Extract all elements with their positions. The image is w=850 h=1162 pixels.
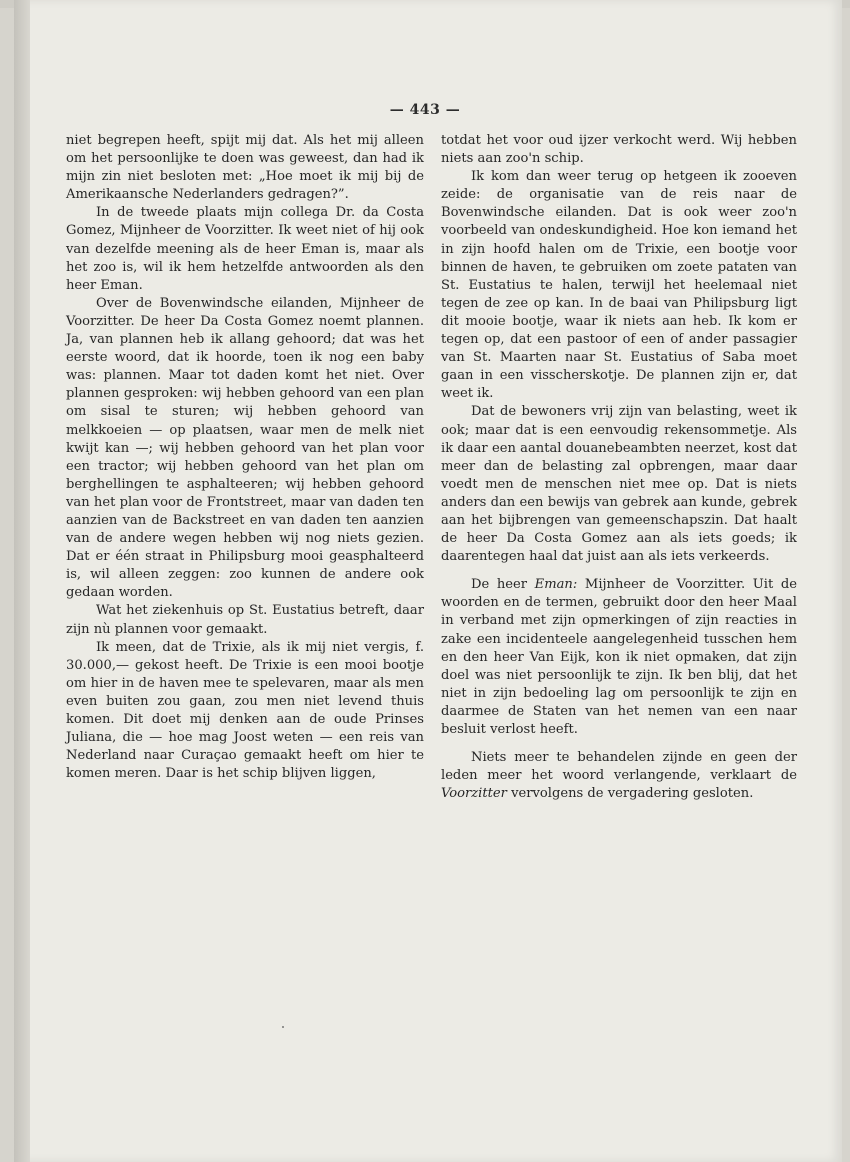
left-paragraph-1: niet begrepen heeft, spijt mij dat. Als het mij alleen om het persoonlijke te doen was geweest, dan had ik mijn zin niet besloten met: „Hoe moet ik mij bij de Amerikaansche Nederlanders gedragen?”. <box>66 133 424 203</box>
eman-paragraph <box>441 576 797 739</box>
left-paragraph-2: In de tweede plaats mijn collega Dr. da Costa Gomez, Mijnheer de Voorzitter. Ik weet niet of hij ook van dezelfde meening als de heer Eman is, maar als het zoo is, wil ik hem hetzelfde antwoorden als den heer Eman. <box>66 205 424 293</box>
closing-paragraph <box>441 749 797 803</box>
eman-speaker: Eman: <box>534 577 578 593</box>
right-paragraph-2: Ik kom dan weer terug op hetgeen ik zooeven zeide: de organisatie van de reis naar de Bovenwindsche eilanden. Dat is ook weer zoo'n voorbeeld van ondeskundigheid. Hoe kon iemand het in zijn hoofd halen om de Trixie, een bootje voor binnen de haven, te gebruiken om zoete pataten van St. Eustatius te halen, terwijl het heelemaal niet tegen de zee op kan. In de baai van Philipsburg ligt dit mooie bootje, waar ik niets aan heb. Ik kom er tegen op, dat een pastoor of een of ander passagier van St. Maarten naar St. Eustatius of Saba moet gaan in een visscherskotje. De plannen zijn er, dat weet ik. <box>441 169 797 402</box>
left-paragraph-3: Over de Bovenwindsche eilanden, Mijnheer de Voorzitter. De heer Da Costa Gomez noemt plannen. Ja, van plannen heb ik allang gehoord; dat was het eerste woord, dat ik hoorde, toen ik nog een baby was: plannen. Maar tot daden komt het niet. Over plannen gesproken: wij hebben gehoord van een plan om sisal te sturen; wij hebben gehoord van melkkoeien — op plaatsen, waar men de melk niet kwijt kan —; wij hebben gehoord van het plan voor een tractor; wij hebben gehoord van het plan om berghellingen te asphalteeren; wij hebben gehoord van het plan voor de Frontstreet, maar van daden ten aanzien van de Backstreet en van daden ten aanzien van de andere wegen hebben wij nog niets gezien. Dat er één straat in Philipsburg mooi geasphalteerd is, wil alleen zeggen: zoo kunnen de andere ook gedaan worden. <box>66 295 424 601</box>
page-left-edge <box>14 0 30 1162</box>
closing-text: Niets meer te behandelen zijnde en geen der leden meer het woord verlangende, verklaart de <box>441 750 797 784</box>
closing-speaker: Voorzitter <box>441 786 507 802</box>
right-paragraph-1: totdat het voor oud ijzer verkocht werd. Wij hebben niets aan zoo'n schip. <box>441 133 797 167</box>
left-text-column <box>66 132 424 783</box>
right-paragraph-3: Dat de bewoners vrij zijn van belasting, weet ik ook; maar dat is een eenvoudig rekensommetje. Als ik daar een aantal douanebeambten neerzet, kost dat meer dan de belasting zal opbrengen, maar daar voedt men de menschen niet mee op. Dat is niets anders dan een bewijs van gebrek aan kunde, gebrek aan het bijbrengen van gemeenschapszin. Dat haalt de heer Da Costa Gomez aan als iets goeds; ik daarentegen haal dat juist aan als iets verkeerds. <box>441 404 797 565</box>
right-text-column <box>441 132 797 803</box>
eman-text: Mijnheer de Voorzitter. Uit de woorden en de termen, gebruikt door den heer Maal in verband met zijn opmerkingen of zijn reacties in zake een incidenteele aangelegenheid tusschen hem en den heer Van Eijk, kon ik niet opmaken, dat zijn doel was niet persoonlijk te zijn. Ik ben blij, dat het niet in zijn bedoeling lag om persoonlijk te zijn en daarmee de Staten van het nemen van een naar besluit verlost heeft. <box>441 577 797 737</box>
closing-end: vervolgens de vergadering gesloten. <box>511 786 754 802</box>
paper-speck <box>282 1026 284 1028</box>
left-paragraph-5: Ik meen, dat de Trixie, als ik mij niet vergis, f. 30.000,— gekost heeft. De Trixie is een mooi bootje om hier in de haven mee te spelevaren, maar als men even buiten zou gaan, zou men niet levend thuis komen. Dit doet mij denken aan de oude Prinses Juliana, die — hoe mag Joost weten — een reis van Nederland naar Curaçao gemaakt heeft om hier te komen meren. Daar is het schip blijven liggen, <box>66 639 424 782</box>
eman-intro: De heer <box>471 577 528 593</box>
left-paragraph-4: Wat het ziekenhuis op St. Eustatius betreft, daar zijn nù plannen voor gemaakt. <box>66 603 424 637</box>
page-number: — 443 — <box>389 102 461 118</box>
